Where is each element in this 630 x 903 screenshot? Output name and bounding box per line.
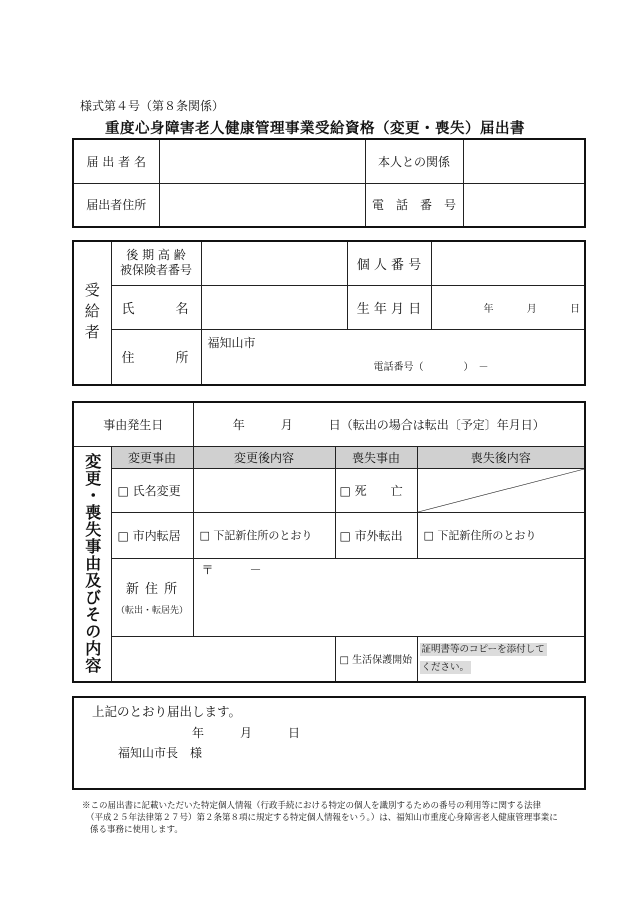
submitter-address-label: 届出者住所 <box>73 183 159 227</box>
header-change-reason: 変更事由 <box>111 446 193 468</box>
name-change-checkbox[interactable]: □ 氏名変更 <box>111 468 193 512</box>
header-change-content: 変更後内容 <box>193 446 335 468</box>
new-address-label: 新 住 所 <box>125 582 179 597</box>
submitter-name-label: 届 出 者 名 <box>73 139 159 183</box>
relation-field[interactable] <box>463 139 585 183</box>
declaration-addressee: 福知山市長 様 <box>118 746 203 760</box>
diagonal-line <box>418 469 584 512</box>
submitter-phone-field[interactable] <box>463 183 585 227</box>
occurrence-label: 事由発生日 <box>73 402 193 446</box>
declaration-date[interactable]: 年 月 日 <box>192 726 301 740</box>
footer-note-2: （平成２５年法律第２７号）第２条第８項に規定する特定個人情報をいう。）は、福知山市重度心身障害老人健康管理事業に <box>86 813 558 823</box>
postal-code: 〒 － <box>201 562 262 577</box>
footer-note <box>82 800 582 836</box>
event-table <box>72 401 586 683</box>
recipient-phone: 電話番号（ ） － <box>373 361 489 373</box>
address-label-1: 住 <box>121 351 135 367</box>
personal-number-field[interactable] <box>431 241 585 285</box>
occurrence-date[interactable]: 年 月 日（転出の場合は転出〔予定〕年月日） <box>193 402 585 446</box>
form-title: 重度心身障害老人健康管理事業受給資格（変更・喪失）届出書 <box>105 120 525 137</box>
recipient-section-label: 受給者 <box>82 281 101 345</box>
birthdate-field[interactable] <box>431 285 585 329</box>
declaration-statement: 上記のとおり届出します。 <box>92 704 242 719</box>
submitter-address-field[interactable] <box>159 183 365 227</box>
event-side-label: 変更・喪失事由及びその内容 <box>82 453 102 675</box>
header-loss-content: 喪失後内容 <box>417 446 585 468</box>
birth-year: 年 <box>483 303 494 315</box>
move-out-checkbox[interactable]: □ 市外転出 <box>335 512 417 558</box>
submitter-phone-label: 電 話 番 号 <box>365 183 463 227</box>
copy-note-2: ください。 <box>421 661 470 673</box>
submitter-table <box>72 138 586 228</box>
event-side-cell <box>73 446 111 682</box>
birth-day: 日 <box>570 303 580 315</box>
new-address-sub: （転出・転居先） <box>116 606 189 616</box>
copy-note-1: 証明書等のコピーを添付して <box>421 643 545 655</box>
birth-month: 月 <box>526 303 537 315</box>
new-address-option-2[interactable]: □ 下記新住所のとおり <box>417 512 585 558</box>
recipient-section <box>73 241 111 385</box>
insured-number-label <box>111 241 201 285</box>
loss-content-na <box>417 468 585 512</box>
welfare-blank <box>111 636 335 682</box>
copy-note <box>417 636 585 682</box>
relation-label: 本人との関係 <box>365 139 463 183</box>
recipient-table <box>72 240 586 386</box>
insured-number-label-1: 後 期 高 齢 <box>126 248 186 263</box>
personal-number-label: 個 人 番 号 <box>347 241 431 285</box>
birthdate-label: 生 年 月 日 <box>347 285 431 329</box>
new-address-option-1[interactable]: □ 下記新住所のとおり <box>193 512 335 558</box>
name-label-1: 氏 <box>121 301 135 317</box>
declaration-box <box>72 696 586 790</box>
welfare-start-checkbox[interactable]: □ 生活保護開始 <box>335 636 417 682</box>
new-address-label-cell <box>111 558 193 636</box>
death-checkbox[interactable]: □ 死 亡 <box>335 468 417 512</box>
recipient-address-label <box>111 329 201 385</box>
recipient-name-field[interactable] <box>201 285 347 329</box>
form-number: 様式第４号（第８条関係） <box>80 99 225 113</box>
new-address-field[interactable] <box>193 558 585 636</box>
header-loss-reason: 喪失事由 <box>335 446 417 468</box>
recipient-name-label <box>111 285 201 329</box>
footer-note-1: ※この届出書に記載いただいた特定個人情報（行政手続における特定の個人を識別するための番号の利用等に関する法律 <box>82 801 542 811</box>
name-label-2: 名 <box>175 301 189 317</box>
name-change-content[interactable] <box>193 468 335 512</box>
insured-number-field[interactable] <box>201 241 347 285</box>
address-label-2: 所 <box>175 351 189 367</box>
recipient-address-value: 福知山市 <box>207 335 256 350</box>
submitter-name-field[interactable] <box>159 139 365 183</box>
insured-number-label-2: 被保険者番号 <box>119 263 192 278</box>
city-move-checkbox[interactable]: □ 市内転居 <box>111 512 193 558</box>
footer-note-3: 係る事務に使用します。 <box>90 825 183 835</box>
recipient-address-field[interactable] <box>201 329 585 385</box>
